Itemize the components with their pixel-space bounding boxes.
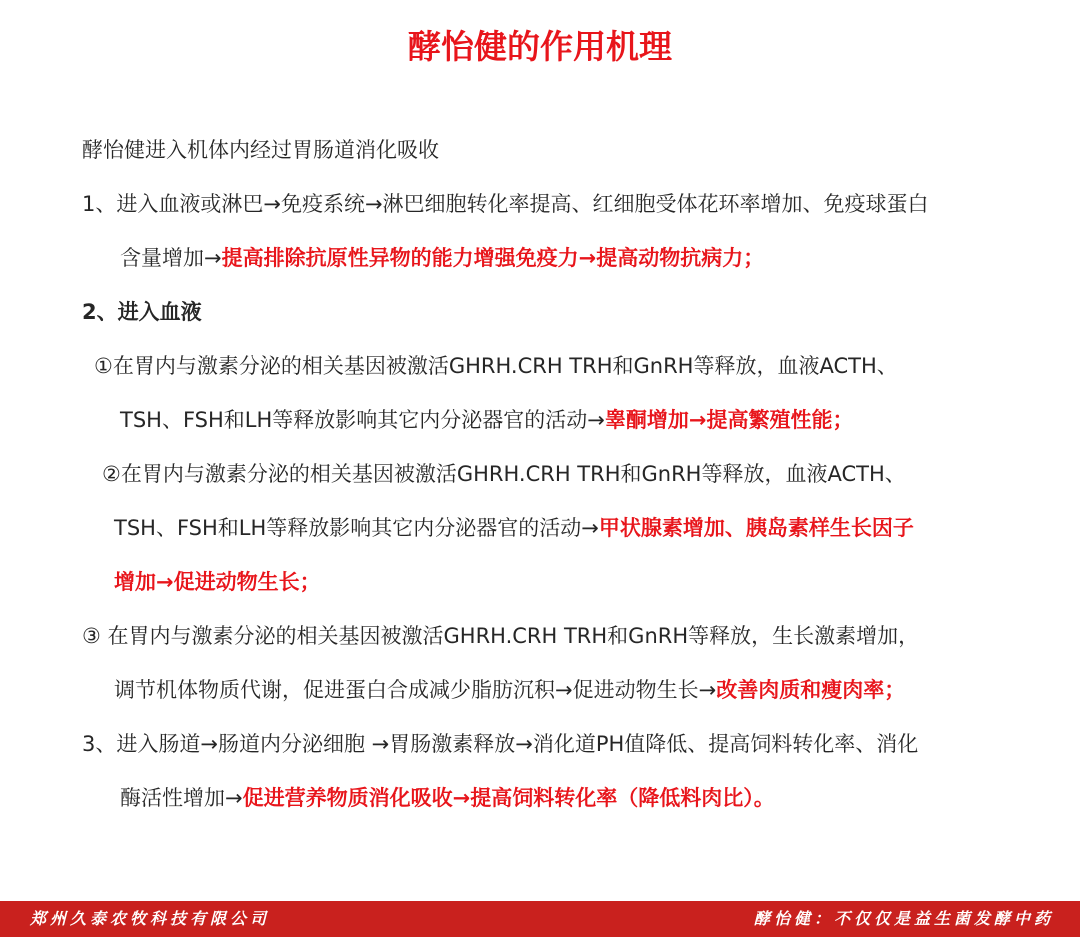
section-2-item-1-line-2-plain: TSH、FSH和LH等释放影响其它内分泌器官的活动→	[120, 408, 605, 432]
section-2-heading: 2、进入血液	[82, 300, 202, 324]
section-2-item-2-line-2	[114, 513, 914, 543]
section-2-item-3-line-2-highlight: 改善肉质和瘦肉率；	[716, 678, 906, 702]
section-1-line-2-plain: 含量增加→	[120, 246, 222, 270]
section-2-item-2-line-2-highlight: 甲状腺素增加、胰岛素样生长因子	[598, 516, 914, 540]
section-2-item-3-line-2-plain: 调节机体物质代谢，促进蛋白合成减少脂肪沉积→促进动物生长→	[114, 678, 717, 702]
page-title: 酵怡健的作用机理	[408, 27, 672, 66]
section-2-item-1-line-2	[120, 405, 853, 435]
section-3-line-2-highlight: 促进营养物质消化吸收→提高饲料转化率（降低料肉比）。	[242, 786, 775, 810]
section-3-line-2	[120, 783, 775, 813]
section-1-line-1: 1、进入血液或淋巴→免疫系统→淋巴细胞转化率提高、红细胞受体花环率增加、免疫球蛋白	[82, 192, 929, 216]
footer-company: 郑州久泰农牧科技有限公司	[30, 909, 271, 928]
footer-bar	[0, 901, 1080, 937]
intro-text: 酵怡健进入机体内经过胃肠道消化吸收	[82, 138, 439, 162]
section-2-item-2-line-1: ②在胃内与激素分泌的相关基因被激活GHRH.CRH TRH和GnRH等释放，血液ACTH、	[102, 462, 906, 486]
footer-slogan: 酵怡健：不仅仅是益生菌发酵中药	[753, 909, 1054, 928]
section-3-line-1: 3、进入肠道→肠道内分泌细胞 →胃肠激素释放→消化道PH值降低、提高饲料转化率、消化	[82, 732, 919, 756]
section-2-item-1-line-2-highlight: 睾酮增加→提高繁殖性能；	[604, 408, 854, 432]
section-1-line-2-highlight: 提高排除抗原性异物的能力增强免疫力→提高动物抗病力；	[221, 246, 765, 270]
section-2-item-2-line-2-plain: TSH、FSH和LH等释放影响其它内分泌器官的活动→	[114, 516, 599, 540]
section-2-item-1-line-1: ①在胃内与激素分泌的相关基因被激活GHRH.CRH TRH和GnRH等释放，血液ACTH、	[94, 354, 898, 378]
section-3-line-2-plain: 酶活性增加→	[120, 786, 243, 810]
section-2-item-3-line-1: ③ 在胃内与激素分泌的相关基因被激活GHRH.CRH TRH和GnRH等释放，生长激素增加，	[82, 624, 920, 648]
section-1-line-2	[120, 243, 764, 273]
section-2-item-3-line-2	[114, 675, 905, 705]
section-2-item-2-line-3: 增加→促进动物生长；	[114, 570, 321, 594]
